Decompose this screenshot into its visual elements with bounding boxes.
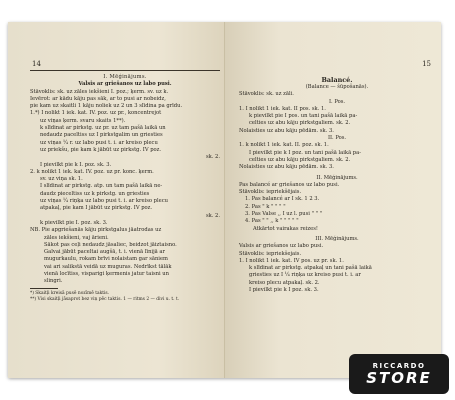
pos-line: k pievilkt pie I pos. un tani pašā laikā pa- <box>249 113 358 120</box>
pos-heading: I. Pos. <box>328 98 346 105</box>
section-title: Valsis ar griešanos uz labo pusi. <box>78 81 172 88</box>
test-intro: Valsis ar griešanos uz labo pusi. <box>239 243 324 250</box>
test-intro: Pas balancé ar griešanos uz labo pusi. <box>239 181 340 188</box>
nb-text: slingri. <box>44 278 63 285</box>
step-line: k pievilkt pie I. poz. sk. 3. <box>40 219 108 226</box>
state-line: Stāvoklis: sk. uz zāli. <box>239 91 294 98</box>
step-line: nedaudz paceltiss uz I pirkstgalim un griesties <box>40 132 163 139</box>
test-line: I pievilkt pie k I poz. sk. 3. <box>249 287 319 294</box>
repeat-note: Atkārtot vairakas reizes! <box>253 225 318 232</box>
test-line: 1. I nolikt 1 iek. kat. IV pos. uz pr. sk. 1. <box>239 257 344 264</box>
step-line: I slīdinat ar pirkstg. atp. un tam pašā laikā ne- <box>40 183 163 190</box>
intro-line: Ievērot: ar kādu kāju pas sāk, ar to pusi ar nobeidz, <box>30 95 166 102</box>
section-heading: III. Mēģinājums. <box>315 235 359 242</box>
test-line: k slīdinat ar pirkstg. atpakaļ un tani pašā laikā <box>249 265 372 272</box>
pos-line: 1. I nolikt 1 iek. kat. II pos. sk. 1. <box>239 105 326 112</box>
pos-heading: II. Pos. <box>327 135 347 142</box>
nb-text: mugurkaulu, rokam brīvi nolaistam gar sāniem <box>44 256 168 263</box>
pos-line: Nolaisties uz abu kāju pēdām. sk. 3. <box>239 127 334 134</box>
pos-line: I pievilkt pie k I poz. un tani pašā laikā pa- <box>249 149 361 156</box>
nb-text: Pie apgriešanās kāju pirkstgalus jāatrodas uz <box>41 227 162 234</box>
right-page-number: 15 <box>422 60 431 68</box>
nb-text: Galvai jābūt paceltai augšā, t. i. vienā līnijā ar <box>44 249 165 256</box>
step-count: sk. 2. <box>205 212 220 219</box>
open-book <box>8 22 441 378</box>
step-line: 1.*) I nolikt 1 iek. kat. IV. poz. uz pr., koncentrejot <box>30 110 162 117</box>
watermark-bottom: STORE <box>366 369 432 387</box>
section-heading: I. Mēģinājums. <box>103 74 147 80</box>
step-line: atpakaļ, pie kam I jābūt uz pirkstg. IV poz. <box>40 205 153 212</box>
right-page-content <box>239 76 435 294</box>
step-line: uz viņas ¼ r. uz labo pusi t. i. ar kreiso plecu <box>40 139 158 146</box>
watermark-top: RICCARDO <box>372 362 426 370</box>
pos-line: Nolaisties uz abu kāju pēdām. sk. 3. <box>239 164 334 171</box>
step-line: uz viņas ķerm. svaru skaits 1**). <box>40 117 126 124</box>
nb-text: vienā locītiss, visparigi ķermenis jatur taisni un <box>44 271 169 278</box>
nb-label: NB. <box>30 227 41 234</box>
right-page <box>225 22 441 378</box>
footnote-rule <box>30 288 58 289</box>
footnote: **) Visi skaitļi jāsaprot bez viņ pēc taktis. 1 — ritms 2 — divi u. t. t. <box>30 297 180 303</box>
step-line: uz viņas ¼ riņķa uz labo pusi t. i. ar kreiso plecu <box>40 198 168 205</box>
step-count: sk. 2. <box>205 154 220 161</box>
nb-text: vai ari salikstā veidā uz muguras. Nedrīkst tālāk <box>44 263 172 270</box>
page-subtitle: (Balance — šūpošanās). <box>305 84 369 90</box>
test-line: 3. Pas Valse ,, I uz l. pusi " " " <box>245 211 323 218</box>
nb-text: zāles iekšieni, vaj ārieni. <box>44 234 109 241</box>
step-line: sv. uz viņa sk. 1. <box>40 176 83 183</box>
test-line: 1. Pas balancé ar I sk. 1 2 3. <box>245 196 320 203</box>
step-line: I pievilkt pie k I. poz. sk. 3. <box>40 161 112 168</box>
section-heading: II. Mēģinājums. <box>316 174 358 181</box>
left-header-rule <box>30 70 220 71</box>
nb-text: Sākot pas ceļi nedaudz jāsaliec, beidzot jāiztaisno. <box>44 241 177 248</box>
step-line: daudz pieceltiss uz k pirkstg. un griesties <box>40 190 150 197</box>
test-line: griesties uz I ¼ riņķa uz kreiso pusi t. i. ar <box>249 272 361 279</box>
test-line: 4. Pas " " ,, k " " " " " <box>245 218 299 225</box>
test-line: 2. Pas " k " " " " <box>245 203 286 210</box>
left-page <box>8 22 224 378</box>
test-intro: Stāvoklis: iepriekšejais. <box>239 250 302 257</box>
left-page-content <box>30 74 220 304</box>
step-line: k slīdinat ar pirkstg. uz pr. uz tam pašā laikā un <box>40 125 166 132</box>
footnote: *) Skaitļi kreisā pusē nozīmē taktis. <box>30 290 110 296</box>
page-title: Balancé. <box>321 76 353 84</box>
pos-line: celties uz abu kāju pirkstgaliem. sk. 2. <box>249 156 351 163</box>
intro-line: pie kam uz skaitli 1 kāju noliek uz 2 un 3 slīdina pa grīdu. <box>30 103 183 110</box>
step-line: 2. k nolikt 1 iek. kat. IV. poz. uz pr. konc. ķerm. <box>30 168 154 175</box>
pos-line: celties uz abu kāju pirkstgaliem. sk. 2. <box>249 120 351 127</box>
intro-line: Stāvoklis: sk. uz zāles iekšieni I. poz.; ķerm. sv. uz k. <box>30 88 169 95</box>
nb-line <box>30 227 220 234</box>
step-line: uz priekšu, pie kam k jābūt uz pirkstg. IV poz. <box>40 146 162 153</box>
test-line: kreiso plecu atpakaļ. sk. 2. <box>249 279 320 286</box>
test-intro: Stāvoklis: iepriekšējais. <box>239 189 302 196</box>
store-watermark-logo <box>349 354 449 394</box>
pos-line: 1. k nolikt 1 iek. kat. II. poz. sk. 1. <box>239 142 329 149</box>
left-page-number: 14 <box>32 60 41 68</box>
